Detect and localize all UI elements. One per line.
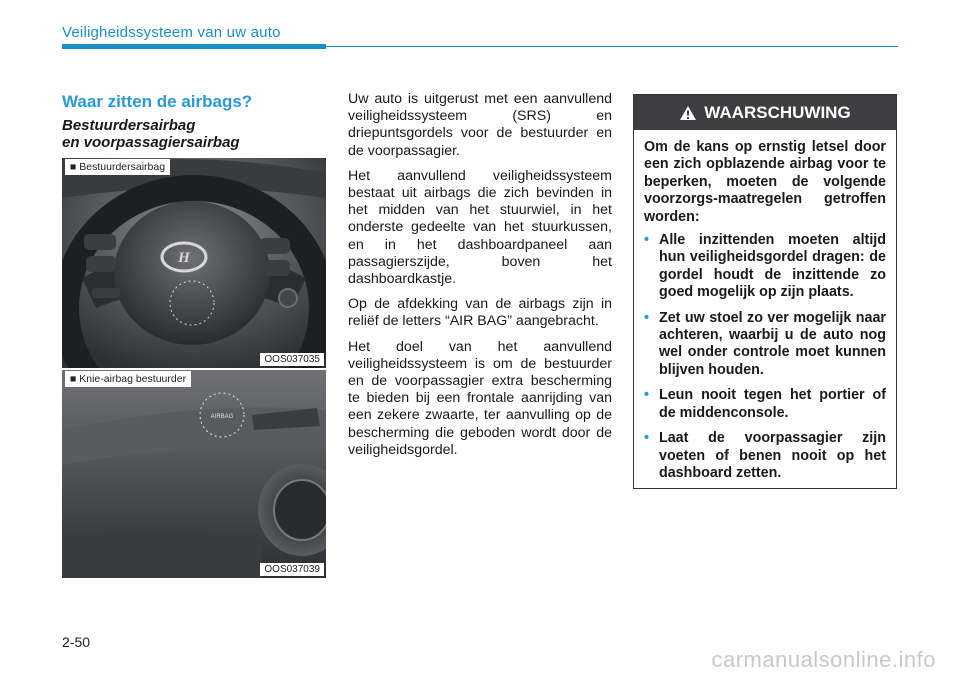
warning-intro: Om de kans op ernstig letsel door een zich opblazende airbag voor te beperken, moeten de volgende voorzorgs-maatregelen getroffen worden: xyxy=(644,139,886,225)
section-subtitle xyxy=(62,117,240,151)
body-paragraph: Op de afdekking van de airbags zijn in reliëf de letters “AIR BAG” aangebracht. xyxy=(348,296,612,330)
subtitle-line-1: Bestuurdersairbag xyxy=(62,117,196,134)
warning-triangle-icon xyxy=(679,105,697,121)
figure-driver-airbag xyxy=(62,158,326,368)
warning-item xyxy=(644,387,886,422)
warning-box xyxy=(633,94,897,489)
bullet-icon: • xyxy=(644,309,650,326)
body-paragraph: Uw auto is uitgerust met een aanvullend veiligheidssysteem (SRS) en driepuntsgordels voor de bestuurder en de voorpassagier. xyxy=(348,91,612,159)
section-title: Waar zitten de airbags? xyxy=(62,92,253,111)
airbag-stamp: AIRBAG xyxy=(210,414,234,420)
header-title: Veiligheidssysteem van uw auto xyxy=(62,24,281,41)
bullet-icon: • xyxy=(644,387,650,404)
warning-item xyxy=(644,310,886,380)
warning-list xyxy=(644,232,886,482)
steering-wheel-photo xyxy=(62,158,326,368)
warning-item xyxy=(644,430,886,482)
body-text-column xyxy=(348,91,612,467)
warning-header xyxy=(634,95,896,130)
warning-heading: WAARSCHUWING xyxy=(704,102,851,122)
figure-2-label: ■ Knie-airbag bestuurder xyxy=(65,371,191,387)
svg-text:H: H xyxy=(178,250,190,266)
figure-2-code: OOS037039 xyxy=(260,563,324,576)
warning-item-text: Leun nooit tegen het portier of de middenconsole. xyxy=(659,387,886,421)
warning-item xyxy=(644,232,886,302)
bullet-icon: • xyxy=(644,430,650,447)
figure-knee-airbag xyxy=(62,370,326,578)
subtitle-line-2: en voorpassagiersairbag xyxy=(62,134,240,151)
body-paragraph: Het doel van het aanvullend veiligheidssysteem is om de bestuurder en de voorpassagier extra bescherming te bieden bij een frontale aanrijding van een zekere zwaarte, ter aanvulling op de bescherming die geboden wordt door de veiligheidsgordel. xyxy=(348,338,612,458)
figure-1-label: ■ Bestuurdersairbag xyxy=(65,159,170,175)
warning-item-text: Laat de voorpassagier zijn voeten of benen nooit op het dashboard zetten. xyxy=(659,430,886,481)
bullet-icon: • xyxy=(644,232,650,249)
warning-body xyxy=(634,130,896,482)
knee-airbag-photo xyxy=(62,370,326,578)
header-rule-thin xyxy=(326,46,898,47)
page-number: 2-50 xyxy=(62,634,91,650)
body-paragraph: Het aanvullend veiligheidssysteem bestaat uit airbags die zich bevinden in het midden van het stuurwiel, in het onderste gedeelte van het stuurkussen, en in het dashboardpaneel aan passagierszijde, boven het dashboardkastje. xyxy=(348,167,612,288)
warning-item-text: Zet uw stoel zo ver mogelijk naar achteren, waarbij u de auto nog wel onder controle moet kunnen blijven houden. xyxy=(659,309,886,378)
figure-1-code: OOS037035 xyxy=(260,353,324,366)
warning-item-text: Alle inzittenden moeten altijd hun veiligheidsgordel dragen: de gordel houdt de inzittende zo goed mogelijk op zijn plaats. xyxy=(659,232,886,301)
watermark: carmanualsonline.info xyxy=(711,647,936,672)
header-rule-thick xyxy=(62,44,326,49)
